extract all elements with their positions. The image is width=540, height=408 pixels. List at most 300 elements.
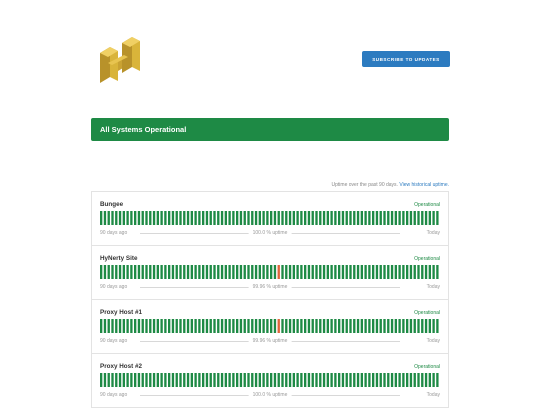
uptime-day-bar[interactable] xyxy=(104,319,106,333)
uptime-day-bar[interactable] xyxy=(244,373,246,387)
uptime-day-bar[interactable] xyxy=(191,211,193,225)
uptime-day-bar[interactable] xyxy=(327,211,329,225)
uptime-day-bar[interactable] xyxy=(217,265,219,279)
uptime-day-bar[interactable] xyxy=(278,373,280,387)
uptime-day-bar[interactable] xyxy=(130,211,132,225)
uptime-day-bar[interactable] xyxy=(251,265,253,279)
uptime-day-bar[interactable] xyxy=(338,319,340,333)
uptime-day-bar[interactable] xyxy=(406,211,408,225)
uptime-day-bar[interactable] xyxy=(327,265,329,279)
uptime-day-bar[interactable] xyxy=(244,265,246,279)
uptime-day-bar[interactable] xyxy=(414,211,416,225)
uptime-day-bar[interactable] xyxy=(251,373,253,387)
uptime-day-bar[interactable] xyxy=(115,319,117,333)
uptime-day-bar[interactable] xyxy=(414,265,416,279)
uptime-day-bar[interactable] xyxy=(296,319,298,333)
uptime-day-bar[interactable] xyxy=(126,373,128,387)
uptime-day-bar[interactable] xyxy=(361,265,363,279)
uptime-day-bar[interactable] xyxy=(364,319,366,333)
uptime-day-bar[interactable] xyxy=(119,373,121,387)
uptime-day-bar[interactable] xyxy=(368,319,370,333)
uptime-day-bar[interactable] xyxy=(134,211,136,225)
uptime-day-bar[interactable] xyxy=(111,319,113,333)
uptime-day-bar[interactable] xyxy=(304,265,306,279)
uptime-day-bar[interactable] xyxy=(130,265,132,279)
uptime-day-bar[interactable] xyxy=(206,265,208,279)
uptime-day-bar[interactable] xyxy=(210,319,212,333)
uptime-day-bar[interactable] xyxy=(153,373,155,387)
uptime-day-bar[interactable] xyxy=(100,319,102,333)
uptime-day-bar[interactable] xyxy=(383,211,385,225)
uptime-day-bar[interactable] xyxy=(115,265,117,279)
uptime-day-bar[interactable] xyxy=(191,265,193,279)
uptime-day-bar[interactable] xyxy=(183,319,185,333)
uptime-day-bar[interactable] xyxy=(315,211,317,225)
uptime-day-bar[interactable] xyxy=(244,319,246,333)
uptime-day-bar[interactable] xyxy=(228,373,230,387)
uptime-bars[interactable] xyxy=(100,265,440,279)
uptime-day-bar[interactable] xyxy=(425,265,427,279)
uptime-day-bar[interactable] xyxy=(232,265,234,279)
uptime-day-bar[interactable] xyxy=(417,211,419,225)
uptime-day-bar[interactable] xyxy=(179,319,181,333)
uptime-day-bar[interactable] xyxy=(410,319,412,333)
uptime-day-bar[interactable] xyxy=(372,373,374,387)
uptime-day-bar[interactable] xyxy=(436,211,438,225)
uptime-day-bar[interactable] xyxy=(240,211,242,225)
uptime-day-bar[interactable] xyxy=(221,319,223,333)
uptime-day-bar[interactable] xyxy=(225,265,227,279)
uptime-day-bar[interactable] xyxy=(160,265,162,279)
subscribe-button[interactable]: SUBSCRIBE TO UPDATES xyxy=(362,51,450,67)
uptime-day-bar[interactable] xyxy=(247,211,249,225)
uptime-day-bar[interactable] xyxy=(342,211,344,225)
uptime-day-bar[interactable] xyxy=(255,211,257,225)
uptime-day-bar[interactable] xyxy=(225,319,227,333)
uptime-day-bar[interactable] xyxy=(266,265,268,279)
uptime-day-bar[interactable] xyxy=(334,211,336,225)
uptime-day-bar[interactable] xyxy=(383,373,385,387)
uptime-day-bar[interactable] xyxy=(376,319,378,333)
uptime-day-bar[interactable] xyxy=(142,319,144,333)
uptime-day-bar[interactable] xyxy=(225,373,227,387)
uptime-day-bar[interactable] xyxy=(293,373,295,387)
uptime-day-bar[interactable] xyxy=(176,265,178,279)
uptime-day-bar[interactable] xyxy=(157,373,159,387)
uptime-day-bar[interactable] xyxy=(353,265,355,279)
uptime-day-bar[interactable] xyxy=(308,265,310,279)
uptime-day-bar[interactable] xyxy=(213,265,215,279)
uptime-day-bar[interactable] xyxy=(387,319,389,333)
uptime-day-bar[interactable] xyxy=(202,211,204,225)
uptime-day-bar[interactable] xyxy=(210,265,212,279)
uptime-day-bar[interactable] xyxy=(330,211,332,225)
uptime-day-bar[interactable] xyxy=(130,319,132,333)
uptime-day-bar[interactable] xyxy=(432,211,434,225)
uptime-day-bar[interactable] xyxy=(357,373,359,387)
uptime-day-bar[interactable] xyxy=(217,211,219,225)
uptime-day-bar[interactable] xyxy=(221,211,223,225)
uptime-day-bar[interactable] xyxy=(380,211,382,225)
uptime-day-bar[interactable] xyxy=(304,211,306,225)
uptime-day-bar[interactable] xyxy=(383,319,385,333)
uptime-day-bar[interactable] xyxy=(436,319,438,333)
uptime-day-bar[interactable] xyxy=(270,319,272,333)
uptime-day-bar[interactable] xyxy=(213,211,215,225)
uptime-day-bar[interactable] xyxy=(372,211,374,225)
uptime-day-bar[interactable] xyxy=(281,211,283,225)
uptime-day-bar[interactable] xyxy=(300,319,302,333)
uptime-day-bar[interactable] xyxy=(368,211,370,225)
uptime-day-bar[interactable] xyxy=(274,319,276,333)
uptime-day-bar[interactable] xyxy=(410,373,412,387)
uptime-day-bar[interactable] xyxy=(330,265,332,279)
uptime-day-bar[interactable] xyxy=(421,265,423,279)
uptime-day-bar[interactable] xyxy=(429,319,431,333)
uptime-day-bar[interactable] xyxy=(123,319,125,333)
uptime-day-bar[interactable] xyxy=(202,265,204,279)
uptime-day-bar[interactable] xyxy=(338,373,340,387)
uptime-day-bar[interactable] xyxy=(153,265,155,279)
uptime-day-bar[interactable] xyxy=(319,265,321,279)
uptime-day-bar[interactable] xyxy=(228,319,230,333)
uptime-bars[interactable] xyxy=(100,319,440,333)
uptime-day-bar[interactable] xyxy=(247,265,249,279)
uptime-day-bar[interactable] xyxy=(346,211,348,225)
uptime-day-bar[interactable] xyxy=(115,211,117,225)
uptime-day-bar[interactable] xyxy=(149,211,151,225)
uptime-day-bar[interactable] xyxy=(353,319,355,333)
uptime-day-bar[interactable] xyxy=(108,319,110,333)
uptime-day-bar[interactable] xyxy=(172,319,174,333)
uptime-day-bar[interactable] xyxy=(312,319,314,333)
uptime-day-bar[interactable] xyxy=(111,211,113,225)
uptime-day-bar[interactable] xyxy=(198,319,200,333)
uptime-day-bar[interactable] xyxy=(138,211,140,225)
uptime-day-bar[interactable] xyxy=(334,265,336,279)
uptime-day-bar[interactable] xyxy=(368,373,370,387)
uptime-day-bar[interactable] xyxy=(164,211,166,225)
uptime-day-bar[interactable] xyxy=(376,211,378,225)
uptime-day-bar[interactable] xyxy=(255,265,257,279)
uptime-day-bar[interactable] xyxy=(432,373,434,387)
uptime-day-bar[interactable] xyxy=(346,265,348,279)
uptime-day-bar[interactable] xyxy=(296,211,298,225)
uptime-day-bar[interactable] xyxy=(123,211,125,225)
uptime-day-bar[interactable] xyxy=(126,211,128,225)
uptime-day-bar[interactable] xyxy=(228,211,230,225)
uptime-day-bar[interactable] xyxy=(417,265,419,279)
uptime-day-bar[interactable] xyxy=(402,211,404,225)
uptime-day-bar[interactable] xyxy=(380,319,382,333)
uptime-day-bar[interactable] xyxy=(323,211,325,225)
uptime-day-bar[interactable] xyxy=(172,373,174,387)
uptime-day-bar[interactable] xyxy=(346,373,348,387)
uptime-day-bar[interactable] xyxy=(221,373,223,387)
uptime-day-bar[interactable] xyxy=(296,265,298,279)
uptime-day-bar[interactable] xyxy=(138,265,140,279)
uptime-day-bar[interactable] xyxy=(100,211,102,225)
uptime-day-bar[interactable] xyxy=(300,373,302,387)
uptime-day-bar[interactable] xyxy=(391,319,393,333)
uptime-day-bar[interactable] xyxy=(255,319,257,333)
uptime-day-bar[interactable] xyxy=(270,373,272,387)
uptime-day-bar[interactable] xyxy=(259,319,261,333)
uptime-day-bar[interactable] xyxy=(179,211,181,225)
uptime-day-bar[interactable] xyxy=(115,373,117,387)
uptime-day-bar[interactable] xyxy=(338,265,340,279)
uptime-day-bar[interactable] xyxy=(395,319,397,333)
uptime-day-bar[interactable] xyxy=(198,373,200,387)
uptime-day-bar[interactable] xyxy=(281,319,283,333)
uptime-day-bar[interactable] xyxy=(368,265,370,279)
uptime-day-bar[interactable] xyxy=(398,211,400,225)
uptime-day-bar[interactable] xyxy=(240,265,242,279)
uptime-day-bar[interactable] xyxy=(361,373,363,387)
uptime-day-bar[interactable] xyxy=(429,373,431,387)
uptime-day-bar[interactable] xyxy=(308,373,310,387)
uptime-day-bar[interactable] xyxy=(213,319,215,333)
uptime-day-bar[interactable] xyxy=(266,211,268,225)
uptime-day-bar[interactable] xyxy=(436,373,438,387)
uptime-day-bar[interactable] xyxy=(436,265,438,279)
uptime-day-bar[interactable] xyxy=(296,373,298,387)
uptime-day-bar[interactable] xyxy=(330,319,332,333)
uptime-day-bar[interactable] xyxy=(391,265,393,279)
uptime-day-bar[interactable] xyxy=(194,211,196,225)
uptime-day-bar[interactable] xyxy=(410,265,412,279)
uptime-day-bar[interactable] xyxy=(244,211,246,225)
uptime-day-bar[interactable] xyxy=(357,211,359,225)
uptime-day-bar[interactable] xyxy=(176,319,178,333)
uptime-day-bar[interactable] xyxy=(191,319,193,333)
uptime-day-bar[interactable] xyxy=(111,265,113,279)
uptime-day-bar[interactable] xyxy=(278,211,280,225)
uptime-day-bar[interactable] xyxy=(395,373,397,387)
uptime-day-bar[interactable] xyxy=(334,319,336,333)
uptime-day-bar[interactable] xyxy=(168,373,170,387)
uptime-day-bar[interactable] xyxy=(315,265,317,279)
uptime-day-bar[interactable] xyxy=(357,265,359,279)
uptime-day-bar[interactable] xyxy=(293,265,295,279)
uptime-day-bar[interactable] xyxy=(210,373,212,387)
uptime-day-bar[interactable] xyxy=(323,373,325,387)
uptime-day-bar[interactable] xyxy=(262,319,264,333)
uptime-day-bar[interactable] xyxy=(236,373,238,387)
uptime-day-bar[interactable] xyxy=(406,373,408,387)
uptime-day-bar[interactable] xyxy=(187,265,189,279)
uptime-day-bar[interactable] xyxy=(323,319,325,333)
uptime-day-bar[interactable] xyxy=(327,319,329,333)
uptime-day-bar[interactable] xyxy=(160,319,162,333)
uptime-day-bar[interactable] xyxy=(123,265,125,279)
uptime-day-bar[interactable] xyxy=(406,265,408,279)
uptime-day-bar[interactable] xyxy=(330,373,332,387)
uptime-day-bar[interactable] xyxy=(387,265,389,279)
uptime-day-bar[interactable] xyxy=(319,373,321,387)
uptime-day-bar[interactable] xyxy=(153,319,155,333)
uptime-day-bar[interactable] xyxy=(425,319,427,333)
uptime-day-bar[interactable] xyxy=(429,211,431,225)
uptime-day-bar[interactable] xyxy=(149,319,151,333)
uptime-day-bar[interactable] xyxy=(104,211,106,225)
uptime-day-bar[interactable] xyxy=(380,373,382,387)
uptime-day-bar[interactable] xyxy=(289,265,291,279)
uptime-day-bar[interactable] xyxy=(138,373,140,387)
uptime-day-bar[interactable] xyxy=(221,265,223,279)
uptime-day-bar[interactable] xyxy=(266,373,268,387)
uptime-day-bar[interactable] xyxy=(285,211,287,225)
uptime-day-bar[interactable] xyxy=(217,373,219,387)
uptime-day-bar[interactable] xyxy=(179,373,181,387)
uptime-day-bar[interactable] xyxy=(126,265,128,279)
uptime-day-bar[interactable] xyxy=(380,265,382,279)
uptime-day-bar[interactable] xyxy=(262,265,264,279)
uptime-day-bar[interactable] xyxy=(308,211,310,225)
uptime-day-bar[interactable] xyxy=(160,211,162,225)
uptime-day-bar[interactable] xyxy=(349,319,351,333)
uptime-day-bar[interactable] xyxy=(157,211,159,225)
uptime-day-bar[interactable] xyxy=(145,373,147,387)
uptime-day-bar[interactable] xyxy=(361,211,363,225)
uptime-day-bar[interactable] xyxy=(104,265,106,279)
uptime-day-bar[interactable] xyxy=(183,211,185,225)
uptime-day-bar[interactable] xyxy=(149,265,151,279)
uptime-day-bar[interactable] xyxy=(236,319,238,333)
uptime-day-bar[interactable] xyxy=(236,265,238,279)
uptime-day-bar[interactable] xyxy=(361,319,363,333)
uptime-day-bar[interactable] xyxy=(210,211,212,225)
uptime-day-bar[interactable] xyxy=(142,211,144,225)
uptime-day-bar[interactable] xyxy=(402,319,404,333)
uptime-day-bar[interactable] xyxy=(130,373,132,387)
uptime-day-bar[interactable] xyxy=(176,373,178,387)
uptime-day-bar[interactable] xyxy=(262,373,264,387)
uptime-day-bar[interactable] xyxy=(425,211,427,225)
uptime-day-bar[interactable] xyxy=(111,373,113,387)
uptime-day-bar-incident[interactable] xyxy=(278,265,280,279)
uptime-day-bar[interactable] xyxy=(206,319,208,333)
uptime-day-bar[interactable] xyxy=(191,373,193,387)
uptime-day-bar[interactable] xyxy=(134,373,136,387)
uptime-day-bar[interactable] xyxy=(376,265,378,279)
uptime-day-bar[interactable] xyxy=(410,211,412,225)
uptime-day-bar[interactable] xyxy=(168,211,170,225)
uptime-day-bar[interactable] xyxy=(255,373,257,387)
uptime-day-bar[interactable] xyxy=(342,373,344,387)
uptime-day-bar[interactable] xyxy=(149,373,151,387)
uptime-day-bar[interactable] xyxy=(349,211,351,225)
uptime-day-bar[interactable] xyxy=(319,211,321,225)
uptime-day-bar[interactable] xyxy=(206,211,208,225)
uptime-day-bar[interactable] xyxy=(134,319,136,333)
uptime-day-bar[interactable] xyxy=(274,211,276,225)
uptime-day-bar[interactable] xyxy=(134,265,136,279)
uptime-day-bar[interactable] xyxy=(198,265,200,279)
uptime-day-bar[interactable] xyxy=(353,373,355,387)
uptime-day-bar[interactable] xyxy=(172,211,174,225)
uptime-day-bar[interactable] xyxy=(194,373,196,387)
uptime-day-bar[interactable] xyxy=(315,319,317,333)
uptime-day-bar[interactable] xyxy=(285,319,287,333)
uptime-day-bar[interactable] xyxy=(293,211,295,225)
uptime-day-bar[interactable] xyxy=(225,211,227,225)
uptime-day-bar[interactable] xyxy=(259,211,261,225)
uptime-day-bar[interactable] xyxy=(327,373,329,387)
uptime-day-bar[interactable] xyxy=(349,265,351,279)
uptime-day-bar[interactable] xyxy=(187,211,189,225)
uptime-day-bar[interactable] xyxy=(194,319,196,333)
uptime-day-bar[interactable] xyxy=(126,319,128,333)
uptime-day-bar[interactable] xyxy=(304,373,306,387)
uptime-day-bar[interactable] xyxy=(398,373,400,387)
uptime-day-bar[interactable] xyxy=(240,319,242,333)
uptime-day-bar[interactable] xyxy=(142,373,144,387)
uptime-day-bar[interactable] xyxy=(395,265,397,279)
uptime-day-bar[interactable] xyxy=(194,265,196,279)
uptime-day-bar[interactable] xyxy=(157,265,159,279)
uptime-day-bar[interactable] xyxy=(432,265,434,279)
uptime-day-bar[interactable] xyxy=(323,265,325,279)
uptime-day-bar[interactable] xyxy=(425,373,427,387)
uptime-day-bar[interactable] xyxy=(395,211,397,225)
uptime-day-bar[interactable] xyxy=(247,319,249,333)
uptime-day-bar[interactable] xyxy=(172,265,174,279)
uptime-day-bar[interactable] xyxy=(387,373,389,387)
uptime-day-bar[interactable] xyxy=(232,373,234,387)
uptime-day-bar[interactable] xyxy=(315,373,317,387)
uptime-day-bar[interactable] xyxy=(160,373,162,387)
uptime-bars[interactable] xyxy=(100,211,440,225)
uptime-day-bar[interactable] xyxy=(338,211,340,225)
uptime-day-bar[interactable] xyxy=(247,373,249,387)
uptime-day-bar-incident[interactable] xyxy=(278,319,280,333)
uptime-day-bar[interactable] xyxy=(179,265,181,279)
uptime-day-bar[interactable] xyxy=(353,211,355,225)
uptime-day-bar[interactable] xyxy=(285,265,287,279)
uptime-day-bar[interactable] xyxy=(300,265,302,279)
uptime-day-bar[interactable] xyxy=(187,373,189,387)
uptime-day-bar[interactable] xyxy=(391,211,393,225)
uptime-day-bar[interactable] xyxy=(364,211,366,225)
uptime-day-bar[interactable] xyxy=(213,373,215,387)
uptime-day-bar[interactable] xyxy=(206,373,208,387)
uptime-day-bar[interactable] xyxy=(164,373,166,387)
uptime-day-bar[interactable] xyxy=(308,319,310,333)
uptime-day-bar[interactable] xyxy=(228,265,230,279)
uptime-day-bar[interactable] xyxy=(342,319,344,333)
uptime-day-bar[interactable] xyxy=(138,319,140,333)
uptime-day-bar[interactable] xyxy=(304,319,306,333)
uptime-day-bar[interactable] xyxy=(251,319,253,333)
uptime-day-bar[interactable] xyxy=(232,211,234,225)
uptime-day-bar[interactable] xyxy=(387,211,389,225)
uptime-day-bar[interactable] xyxy=(100,265,102,279)
uptime-day-bar[interactable] xyxy=(164,265,166,279)
uptime-day-bar[interactable] xyxy=(319,319,321,333)
uptime-day-bar[interactable] xyxy=(342,265,344,279)
uptime-day-bar[interactable] xyxy=(145,211,147,225)
uptime-day-bar[interactable] xyxy=(262,211,264,225)
uptime-day-bar[interactable] xyxy=(183,265,185,279)
uptime-day-bar[interactable] xyxy=(376,373,378,387)
uptime-day-bar[interactable] xyxy=(406,319,408,333)
uptime-day-bar[interactable] xyxy=(108,211,110,225)
uptime-day-bar[interactable] xyxy=(417,373,419,387)
uptime-day-bar[interactable] xyxy=(259,373,261,387)
uptime-day-bar[interactable] xyxy=(289,373,291,387)
uptime-day-bar[interactable] xyxy=(119,211,121,225)
